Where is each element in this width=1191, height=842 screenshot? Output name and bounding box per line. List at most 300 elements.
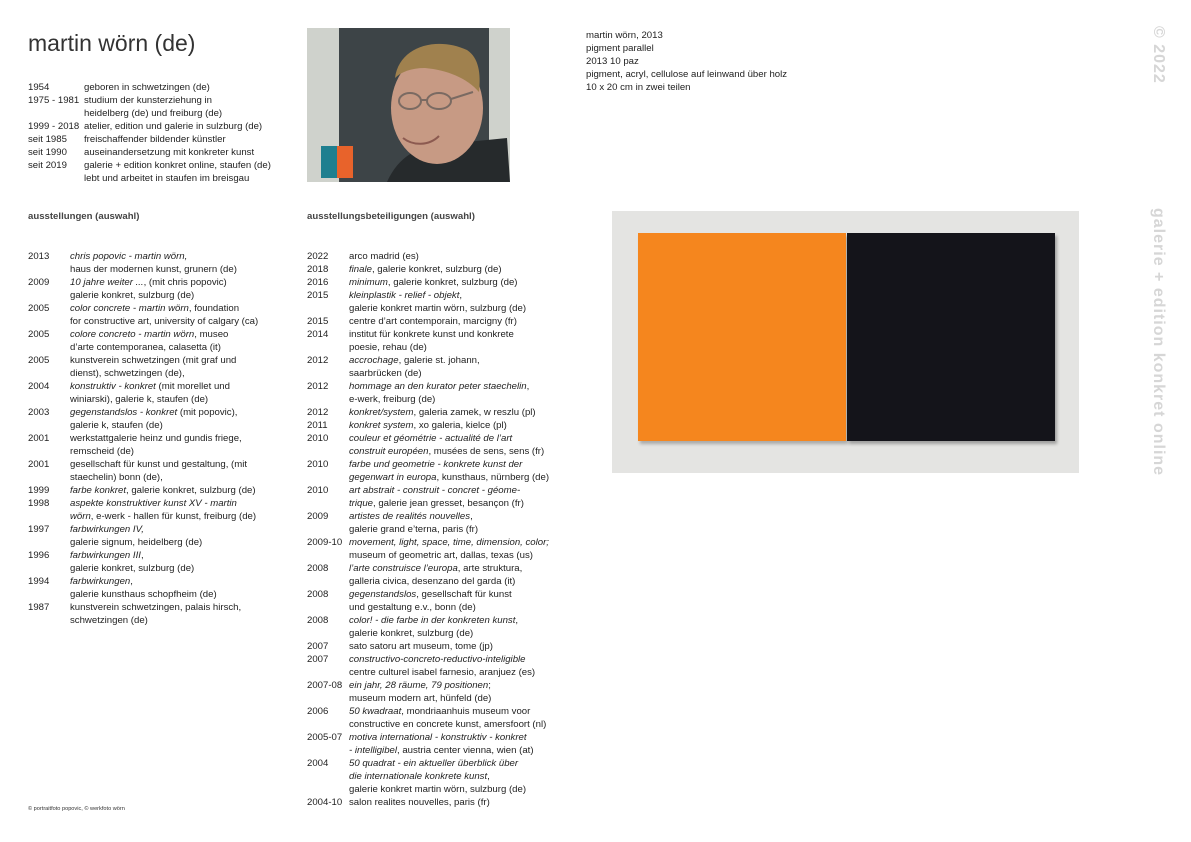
entry-line: [349, 393, 557, 406]
exhibition-entry: [307, 640, 557, 653]
entry-line: [349, 731, 557, 744]
entry-title: colore concreto - martin wörn: [70, 329, 195, 340]
entry-detail: galleria civica, desenzano del garda (it): [349, 576, 516, 587]
participations-heading: ausstellungsbeteiligungen (auswahl): [307, 211, 475, 222]
exhibitions-list: [28, 250, 278, 627]
entry-line: [349, 341, 557, 354]
entry-year: 1999: [28, 485, 50, 496]
entry-line: [349, 484, 557, 497]
exhibition-entry: [307, 796, 557, 809]
entry-title: wörn: [70, 511, 91, 522]
entry-line: [70, 276, 278, 289]
entry-detail: ,: [130, 576, 133, 587]
entry-year: 2012: [307, 355, 329, 366]
entry-line: [349, 276, 557, 289]
entry-title: motiva international - konstruktiv - konkret: [349, 732, 527, 743]
bio-text: heidelberg (de) und freiburg (de): [84, 108, 223, 119]
entry-title: trique: [349, 498, 373, 509]
bio-row: [28, 94, 283, 107]
entry-detail: kunstverein schwetzingen (mit graf und: [70, 355, 237, 366]
exhibition-entry: [307, 653, 557, 679]
entry-line: [349, 367, 557, 380]
entry-detail: arco madrid (es): [349, 251, 419, 262]
exhibition-entry: [28, 380, 278, 406]
entry-line: [349, 562, 557, 575]
entry-text: [349, 796, 557, 809]
entry-text: [349, 432, 557, 458]
entry-title: constructivo-concreto-reductivo-inteligible: [349, 654, 526, 665]
entry-year: 2013: [28, 251, 50, 262]
bio-row: [28, 133, 283, 146]
entry-line: [349, 497, 557, 510]
entry-detail: staechelin) bonn (de),: [70, 472, 163, 483]
entry-line: [70, 328, 278, 341]
entry-title: construit européen: [349, 446, 429, 457]
entry-line: [349, 406, 557, 419]
entry-year: 2009-10: [307, 537, 343, 548]
entry-detail: museum modern art, hünfeld (de): [349, 693, 492, 704]
entry-title: 50 quadrat - ein aktueller überblick über: [349, 758, 519, 769]
entry-detail: institut für konkrete kunst und konkrete: [349, 329, 514, 340]
entry-title: artistes de realités nouvelles: [349, 511, 471, 522]
bio-year: [28, 107, 84, 120]
entry-text: [70, 276, 278, 302]
orange-panel: [638, 233, 846, 441]
exhibition-entry: [307, 562, 557, 588]
entry-detail: ,: [459, 290, 463, 301]
entry-text: [349, 419, 557, 432]
entry-line: [70, 562, 278, 575]
entry-detail: ,: [487, 771, 490, 782]
entry-year: 2003: [28, 407, 50, 418]
entry-text: [349, 354, 557, 380]
exhibition-entry: [307, 588, 557, 614]
entry-line: [70, 575, 278, 588]
entry-detail: , foundation: [188, 303, 240, 314]
entry-text: [349, 263, 557, 276]
entry-year: 2007: [307, 641, 329, 652]
bio-text: studium der kunsterziehung in: [84, 95, 212, 106]
exhibition-entry: [307, 510, 557, 536]
entry-line: [349, 354, 557, 367]
entry-detail: , musées de sens, sens (fr): [428, 446, 545, 457]
exhibition-entry: [307, 315, 557, 328]
entry-detail: , galerie st. johann,: [398, 355, 480, 366]
bio-text: atelier, edition und galerie in sulzburg (de): [84, 121, 263, 132]
entry-line: [349, 523, 557, 536]
entry-text: [349, 705, 557, 731]
entry-detail: gesellschaft für kunst und gestaltung, (mit: [70, 459, 248, 470]
entry-line: [349, 614, 557, 627]
entry-detail: , (mit chris popovic): [143, 277, 227, 288]
entry-detail: , gesellschaft für kunst: [416, 589, 512, 600]
entry-detail: galerie konkret, sulzburg (de): [70, 563, 195, 574]
entry-year: 2004: [307, 758, 329, 769]
entry-line: [70, 445, 278, 458]
entry-text: [349, 731, 557, 757]
entry-title: movement, light, space, time, dimension, color;: [349, 537, 549, 548]
entry-detail: dienst), schwetzingen (de),: [70, 368, 185, 379]
caption-line: pigment, acryl, cellulose auf leinwand über holz: [586, 69, 788, 80]
bio-text: geboren in schwetzingen (de): [84, 82, 210, 93]
entry-line: [349, 536, 557, 549]
entry-year: 1996: [28, 550, 50, 561]
entry-line: [349, 666, 557, 679]
exhibition-entry: [307, 380, 557, 406]
entry-text: [349, 614, 557, 640]
entry-title: accrochage: [349, 355, 399, 366]
entry-title: minimum: [349, 277, 388, 288]
entry-line: [70, 523, 278, 536]
entry-title: farbwirkungen III: [70, 550, 141, 561]
entry-year: 2004-10: [307, 797, 343, 808]
entry-line: [349, 458, 557, 471]
exhibition-entry: [28, 302, 278, 328]
entry-year: 2008: [307, 615, 329, 626]
entry-line: [349, 627, 557, 640]
entry-line: [70, 380, 278, 393]
entry-detail: galerie grand e’terna, paris (fr): [349, 524, 479, 535]
bio-text: freischaffender bildender künstler: [84, 134, 226, 145]
exhibition-entry: [28, 432, 278, 458]
bio-text: lebt und arbeitet in staufen im breisgau: [84, 173, 250, 184]
entry-detail: galerie konkret, sulzburg (de): [349, 628, 474, 639]
entry-text: [70, 328, 278, 354]
entry-detail: saarbrücken (de): [349, 368, 422, 379]
entry-detail: galerie k, staufen (de): [70, 420, 163, 431]
entry-title: konkret/system: [349, 407, 414, 418]
caption-line: 2013 10 paz: [586, 56, 639, 67]
entry-detail: , museo: [194, 329, 229, 340]
exhibitions-heading: ausstellungen (auswahl): [28, 211, 140, 222]
entry-detail: (mit morellet und: [155, 381, 230, 392]
entry-title: aspekte konstruktiver kunst XV - martin: [70, 498, 237, 509]
entry-line: [349, 289, 557, 302]
exhibition-entry: [28, 406, 278, 432]
entry-year: 2007-08: [307, 680, 343, 691]
entry-detail: d’arte contemporanea, calasetta (it): [70, 342, 221, 353]
exhibition-entry: [307, 536, 557, 562]
exhibition-entry: [28, 575, 278, 601]
entry-year: 2005: [28, 355, 50, 366]
exhibition-entry: [28, 354, 278, 380]
entry-line: [349, 510, 557, 523]
entry-year: 2014: [307, 329, 329, 340]
entry-text: [349, 653, 557, 679]
portrait-photo: [307, 28, 510, 182]
entry-year: 2009: [28, 277, 50, 288]
entry-title: ein jahr, 28 räume, 79 positionen: [349, 680, 489, 691]
exhibition-entry: [307, 731, 557, 757]
entry-year: 2008: [307, 589, 329, 600]
entry-line: [70, 601, 278, 614]
entry-line: [349, 770, 557, 783]
entry-detail: salon realites nouvelles, paris (fr): [349, 797, 490, 808]
entry-title: farbwirkungen: [70, 576, 131, 587]
exhibition-entry: [307, 250, 557, 263]
entry-line: [349, 250, 557, 263]
entry-line: [70, 497, 278, 510]
entry-year: 2015: [307, 316, 329, 327]
entry-detail: centre culturel isabel farnesio, aranjuez (es): [349, 667, 536, 678]
entry-line: [70, 510, 278, 523]
entry-line: [349, 419, 557, 432]
entry-line: [349, 679, 557, 692]
entry-year: 1998: [28, 498, 50, 509]
entry-year: 2009: [307, 511, 329, 522]
entry-detail: museum of geometric art, dallas, texas (us): [349, 550, 533, 561]
entry-text: [349, 458, 557, 484]
entry-year: 2012: [307, 381, 329, 392]
entry-title: kleinplastik - relief - objekt: [349, 290, 460, 301]
entry-detail: , austria center vienna, wien (at): [397, 745, 534, 756]
entry-text: [70, 497, 278, 523]
entry-text: [349, 289, 557, 315]
entry-title: l’arte construisce l’europa: [349, 563, 458, 574]
entry-year: 2006: [307, 706, 329, 717]
entry-detail: winiarski), galerie k, staufen (de): [70, 394, 209, 405]
entry-text: [70, 523, 278, 549]
entry-title: farbe und geometrie - konkrete kunst der: [349, 459, 523, 470]
exhibition-entry: [307, 432, 557, 458]
entry-text: [70, 302, 278, 328]
entry-year: 2005: [28, 329, 50, 340]
entry-title: finale: [349, 264, 372, 275]
entry-line: [70, 588, 278, 601]
entry-line: [349, 380, 557, 393]
entry-line: [349, 445, 557, 458]
entry-text: [70, 575, 278, 601]
entry-text: [349, 510, 557, 536]
entry-year: 2005-07: [307, 732, 343, 743]
bio-year: 1954: [28, 82, 50, 93]
entry-line: [70, 263, 278, 276]
entry-line: [349, 744, 557, 757]
entry-line: [70, 315, 278, 328]
entry-detail: (mit popovic),: [177, 407, 238, 418]
entry-line: [70, 458, 278, 471]
entry-text: [349, 536, 557, 562]
artwork-photo: [612, 211, 1079, 473]
entry-title: gegenstandslos: [349, 589, 417, 600]
exhibition-entry: [28, 484, 278, 497]
entry-year: 2004: [28, 381, 50, 392]
entry-line: [349, 471, 557, 484]
exhibition-entry: [307, 328, 557, 354]
entry-detail: werkstattgalerie heinz und gundis friege,: [70, 433, 242, 444]
black-panel: [847, 233, 1055, 441]
entry-line: [349, 263, 557, 276]
entry-detail: , galerie konkret, sulzburg (de): [387, 277, 518, 288]
entry-year: 2010: [307, 433, 329, 444]
photo-credit: © portraitfoto popovic, © werkfoto wörn: [28, 806, 125, 812]
entry-line: [349, 549, 557, 562]
entry-line: [349, 705, 557, 718]
entry-year: 2012: [307, 407, 329, 418]
entry-text: [349, 562, 557, 588]
entry-text: [70, 458, 278, 484]
entry-year: 2010: [307, 459, 329, 470]
entry-detail: schwetzingen (de): [70, 615, 148, 626]
vertical-gallery-name: galerie + edition konkret online: [1150, 208, 1167, 477]
bio-text: auseinandersetzung mit konkreter kunst: [84, 147, 255, 158]
exhibition-entry: [28, 549, 278, 575]
exhibition-entry: [28, 250, 278, 276]
entry-line: [70, 289, 278, 302]
entry-year: 2010: [307, 485, 329, 496]
entry-detail: , galerie konkret, sulzburg (de): [371, 264, 502, 275]
entry-detail: , e-werk - hallen für kunst, freiburg (de): [90, 511, 257, 522]
entry-detail: ,: [515, 615, 519, 626]
entry-title: couleur et géométrie - actualité de l’art: [349, 433, 513, 444]
entry-title: die internationale konkrete kunst: [349, 771, 488, 782]
caption-line: pigment parallel: [586, 43, 654, 54]
entry-title: farbe konkret: [70, 485, 126, 496]
exhibition-entry: [307, 458, 557, 484]
entry-text: [70, 354, 278, 380]
entry-title: konstruktiv - konkret: [70, 381, 156, 392]
entry-text: [70, 601, 278, 627]
entry-year: 1987: [28, 602, 50, 613]
entry-detail: e-werk, freiburg (de): [349, 394, 436, 405]
artwork-caption: [586, 29, 886, 94]
vertical-year: © 2022: [1150, 26, 1167, 84]
entry-detail: poesie, rehau (de): [349, 342, 427, 353]
entry-detail: galerie konkret, sulzburg (de): [70, 290, 195, 301]
entry-text: [349, 757, 557, 796]
entry-text: [349, 276, 557, 289]
entry-line: [349, 692, 557, 705]
entry-detail: , arte struktura,: [457, 563, 523, 574]
entry-detail: , galerie konkret, sulzburg (de): [126, 485, 256, 496]
entry-year: 2016: [307, 277, 329, 288]
caption-line: 10 x 20 cm in zwei teilen: [586, 82, 691, 93]
bio-row: [28, 146, 283, 159]
entry-title: 10 jahre weiter ...: [70, 277, 144, 288]
exhibition-entry: [307, 263, 557, 276]
entry-text: [349, 484, 557, 510]
bio-row: [28, 81, 283, 94]
entry-detail: galerie konkret martin wörn, sulzburg (de): [349, 784, 527, 795]
bio-year: 1975 - 1981: [28, 95, 80, 106]
entry-title: art abstrait - construit - concret - géome-: [349, 485, 521, 496]
entry-text: [349, 679, 557, 705]
entry-detail: galerie konkret martin wörn, sulzburg (de): [349, 303, 527, 314]
entry-detail: haus der modernen kunst, grunern (de): [70, 264, 237, 275]
entry-title: farbwirkungen IV,: [70, 524, 144, 535]
bio-list: [28, 81, 283, 185]
entry-text: [70, 432, 278, 458]
entry-year: 1997: [28, 524, 50, 535]
bio-row: [28, 172, 283, 185]
entry-title: gegenstandslos - konkret: [70, 407, 178, 418]
bio-year: seit 1990: [28, 147, 67, 158]
entry-line: [70, 367, 278, 380]
entry-text: [70, 406, 278, 432]
entry-line: [349, 601, 557, 614]
entry-year: 2011: [307, 420, 328, 431]
exhibition-entry: [307, 484, 557, 510]
entry-year: 2001: [28, 433, 50, 444]
entry-line: [349, 640, 557, 653]
entry-detail: ;: [488, 680, 491, 691]
entry-detail: und gestaltung e.v., bonn (de): [349, 602, 476, 613]
entry-line: [70, 536, 278, 549]
exhibition-entry: [28, 601, 278, 627]
exhibition-entry: [307, 757, 557, 796]
bio-row: [28, 120, 283, 133]
entry-line: [70, 250, 278, 263]
entry-line: [70, 341, 278, 354]
entry-year: 2007: [307, 654, 329, 665]
entry-text: [349, 588, 557, 614]
entry-line: [70, 406, 278, 419]
entry-detail: centre d’art contemporain, marcigny (fr): [349, 316, 517, 327]
entry-text: [70, 250, 278, 276]
entry-line: [70, 614, 278, 627]
entry-year: 2008: [307, 563, 329, 574]
entry-line: [70, 484, 278, 497]
entry-detail: for constructive art, university of calgary (ca): [70, 316, 259, 327]
entry-detail: , galerie jean gresset, besançon (fr): [373, 498, 524, 509]
exhibition-entry: [28, 328, 278, 354]
entry-detail: galerie kunsthaus schopfheim (de): [70, 589, 217, 600]
entry-title: konkret system: [349, 420, 414, 431]
portrait-illustration: [307, 28, 510, 182]
entry-line: [70, 302, 278, 315]
entry-line: [349, 575, 557, 588]
caption-line: martin wörn, 2013: [586, 30, 663, 41]
entry-text: [349, 380, 557, 406]
entry-detail: , galeria zamek, w reszlu (pl): [413, 407, 536, 418]
entry-line: [349, 718, 557, 731]
bio-text: galerie + edition konkret online, staufen (de): [84, 160, 271, 171]
entry-line: [70, 471, 278, 484]
entry-text: [349, 406, 557, 419]
entry-text: [70, 380, 278, 406]
exhibition-entry: [28, 523, 278, 549]
entry-year: 2018: [307, 264, 329, 275]
entry-year: 2022: [307, 251, 329, 262]
entry-line: [349, 432, 557, 445]
entry-line: [70, 549, 278, 562]
exhibition-entry: [307, 679, 557, 705]
entry-detail: constructive en concrete kunst, amersfoort (nl): [349, 719, 547, 730]
entry-line: [349, 302, 557, 315]
entry-year: 2001: [28, 459, 50, 470]
entry-year: 2015: [307, 290, 329, 301]
exhibition-entry: [307, 354, 557, 380]
entry-text: [349, 315, 557, 328]
exhibition-entry: [307, 276, 557, 289]
entry-text: [349, 640, 557, 653]
entry-title: chris popovic - martin wörn,: [70, 251, 188, 262]
entry-detail: , xo galeria, kielce (pl): [413, 420, 507, 431]
exhibition-entry: [307, 289, 557, 315]
participations-list: [307, 250, 557, 809]
artist-name-title: martin wörn (de): [28, 30, 196, 56]
bio-row: [28, 107, 283, 120]
entry-title: color concrete - martin wörn: [70, 303, 189, 314]
entry-line: [349, 757, 557, 770]
entry-line: [349, 653, 557, 666]
entry-detail: , kunsthaus, nürnberg (de): [436, 472, 550, 483]
entry-line: [349, 588, 557, 601]
entry-detail: ,: [526, 381, 530, 392]
entry-title: - intelligibel: [349, 745, 397, 756]
entry-title: color! - die farbe in der konkreten kunst: [349, 615, 516, 626]
entry-detail: sato satoru art museum, tome (jp): [349, 641, 493, 652]
